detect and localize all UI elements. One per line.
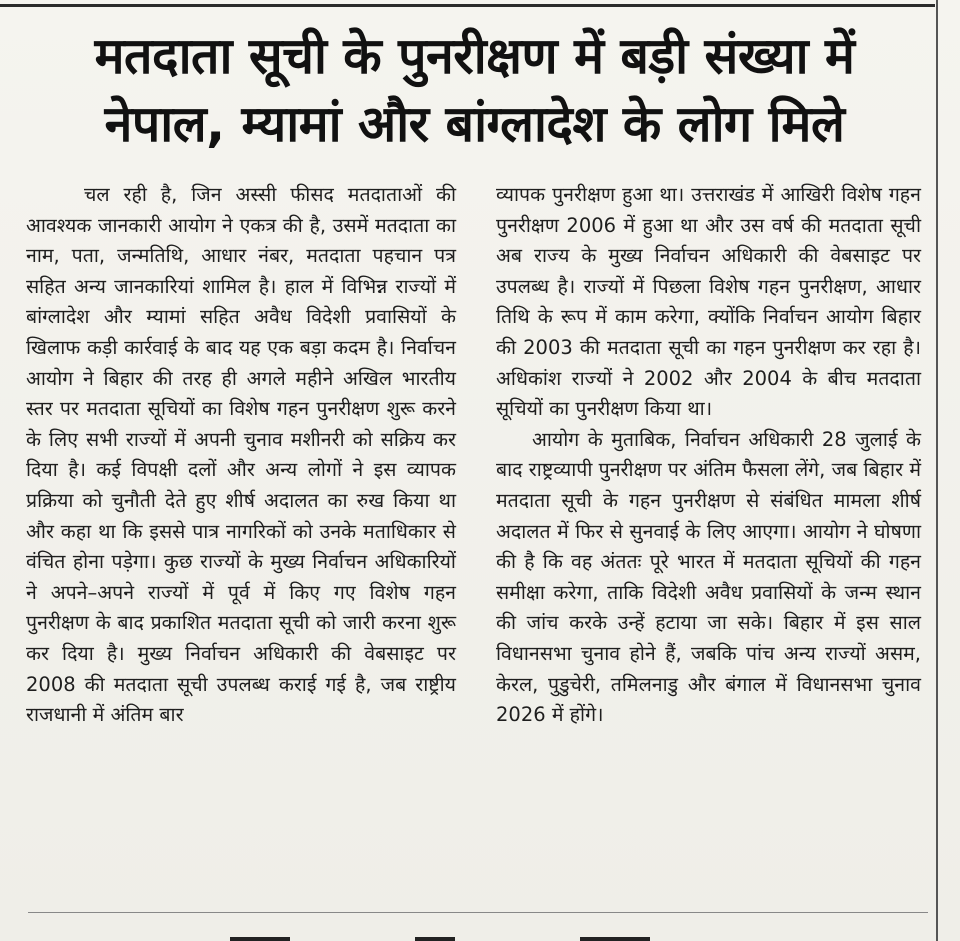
- adjacent-column-edge: [944, 40, 960, 920]
- top-rule: [0, 4, 935, 7]
- text-fragment-mark: [415, 937, 455, 941]
- text-fragment-mark: [580, 937, 650, 941]
- headline-line-1: मतदाता सूची के पुनरीक्षण में बड़ी संख्या में: [94, 27, 855, 85]
- column-divider-rule: [936, 0, 938, 941]
- headline-line-2: नेपाल, म्यामां और बांग्लादेश के लोग मिले: [104, 95, 845, 153]
- next-article-fragment: [230, 928, 790, 941]
- text-fragment-mark: [230, 937, 290, 941]
- right-paragraph-2: आयोग के मुताबिक, निर्वाचन अधिकारी 28 जुलाई के बाद राष्ट्रव्यापी पुनरीक्षण पर अंतिम फैसला लेंगे, जब बिहार में मतदाता सूची के गहन पुनरीक्षण से संबंधित मामला शीर्ष अदालत में फिर से सुनवाई के लिए आएगा। आयोग ने घोषणा की है कि वह अंततः पूरे भारत में मतदाता सूचियों की गहन समीक्षा करेगा, ताकि विदेशी अवैध प्रवासियों के जन्म स्थान की जांच करके उन्हें हटाया जा सके। बिहार में इस साल विधानसभा चुनाव होने हैं, जबकि पांच अन्य राज्यों असम, केरल, पुडुचेरी, तमिलनाडु और बंगाल में विधानसभा चुनाव 2026 में होंगे।: [496, 427, 921, 727]
- bottom-rule: [28, 912, 928, 913]
- left-column: [26, 180, 456, 731]
- left-paragraph-1: चल रही है, जिन अस्सी फीसद मतदाताओं की आवश्यक जानकारी आयोग ने एकत्र की है, उसमें मतदाता का नाम, पता, जन्मतिथि, आधार नंबर, मतदाता पहचान पत्र सहित अन्य जानकारियां शामिल है। हाल में विभिन्न राज्यों में बांग्लादेश और म्यामां सहित अवैध विदेशी प्रवासियों के खिलाफ कड़ी कार्रवाई के बाद यह एक बड़ा कदम है। निर्वाचन आयोग ने बिहार की तरह ही अगले महीने अखिल भारतीय स्तर पर मतदाता सूचियों का विशेष गहन पुनरीक्षण शुरू करने के लिए सभी राज्यों में अपनी चुनाव मशीनरी को सक्रिय कर दिया है। कई विपक्षी दलों और अन्य लोगों ने इस व्यापक प्रक्रिया को चुनौती देते हुए शीर्ष अदालत का रुख किया था और कहा था कि इससे पात्र नागरिकों को उनके मताधिकार से वंचित होना पड़ेगा। कुछ राज्यों के मुख्य निर्वाचन अधिकारियों ने अपने–अपने राज्यों में पूर्व में किए गए विशेष गहन पुनरीक्षण के बाद प्रकाशित मतदाता सूची को जारी करना शुरू कर दिया है। मुख्य निर्वाचन अधिकारी की वेबसाइट पर 2008 की मतदाता सूची उपलब्ध कराई गई है, जब राष्ट्रीय राजधानी में अंतिम बार: [26, 183, 456, 727]
- headline: [22, 22, 927, 158]
- right-paragraph-1: व्यापक पुनरीक्षण हुआ था। उत्तराखंड में आखिरी विशेष गहन पुनरीक्षण 2006 में हुआ था और उस वर्ष की मतदाता सूची अब राज्य के मुख्य निर्वाचन अधिकारी की वेबसाइट पर उपलब्ध है। राज्यों में पिछला विशेष गहन पुनरीक्षण, आधार तिथि के रूप में काम करेगा, क्योंकि निर्वाचन आयोग बिहार की 2003 की मतदाता सूची का गहन पुनरीक्षण कर रहा है। अधिकांश राज्यों ने 2002 और 2004 के बीच मतदाता सूचियों का पुनरीक्षण किया था।: [496, 183, 921, 421]
- right-column: [496, 180, 921, 731]
